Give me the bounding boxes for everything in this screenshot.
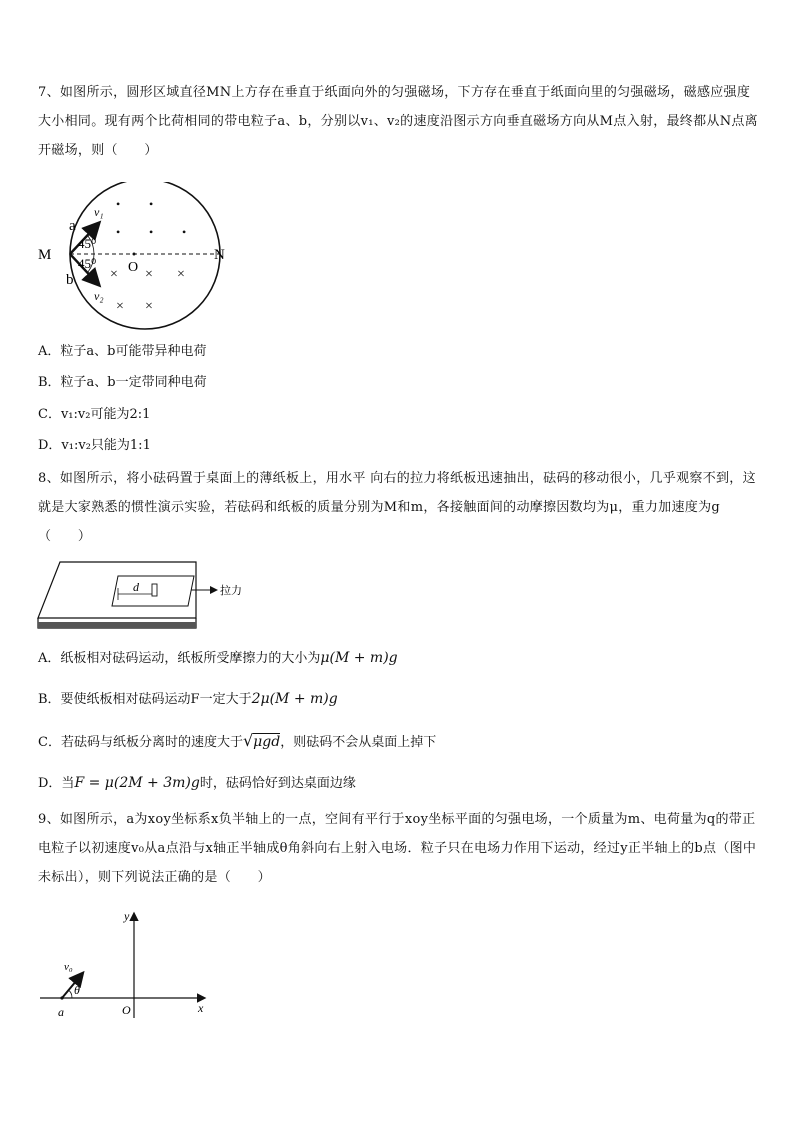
- q8-option-c-text2: ，则砝码不会从桌面上掉下: [280, 735, 437, 750]
- label-v2: v₂: [94, 289, 104, 303]
- label-v1: v₁: [94, 205, 104, 219]
- label-d: d: [133, 580, 139, 594]
- q9-figure: [36, 908, 216, 1020]
- dot-mark: •: [149, 197, 154, 211]
- cross-mark: ×: [177, 267, 185, 282]
- label-angle-upper: 45⁰: [78, 236, 97, 251]
- q8-option-d: [38, 773, 356, 794]
- q8-option-a: [38, 648, 398, 669]
- q7-option-c: C．v₁:v₂可能为2:1: [38, 407, 151, 422]
- q8-option-b-text: B．要使纸板相对砝码运动F一定大于: [38, 692, 252, 707]
- dot-mark: •: [182, 225, 187, 239]
- dot-mark: •: [149, 225, 154, 239]
- q8-option-c: [38, 731, 436, 753]
- cross-mark: ×: [145, 299, 153, 314]
- label-N: N: [214, 247, 225, 263]
- label-O: O: [122, 1003, 131, 1017]
- label-M: M: [38, 247, 52, 263]
- q8-option-a-math: μ(M + m)g: [320, 650, 398, 666]
- dot-mark: •: [116, 197, 121, 211]
- table-edge-fill: [38, 622, 196, 628]
- q8-option-c-math: μgd: [253, 734, 281, 750]
- label-y: y: [124, 909, 130, 923]
- q7-option-d: D．v₁:v₂只能为1:1: [38, 438, 151, 453]
- q7-figure: [36, 182, 236, 338]
- cross-mark: ×: [145, 267, 153, 282]
- q8-option-c-text1: C．若砝码与纸板分离时的速度大于: [38, 735, 243, 750]
- label-b: b: [66, 272, 74, 288]
- q8-figure: [36, 560, 256, 636]
- q8-option-b: [38, 689, 338, 710]
- q8-stem: 8、如图所示，将小砝码置于桌面上的薄纸板上，用水平 向右的拉力将纸板迅速抽出，砝码的移动很小，几乎观察不到，这就是大家熟悉的惯性演示实验，若砝码和纸板的质量分别为M和m，各接触面间的动摩擦因数均为μ，重力加速度为g（ ）: [38, 471, 756, 544]
- q8-option-d-text2: 时，砝码恰好到达桌面边缘: [199, 776, 356, 791]
- q7-stem: 7、如图所示，圆形区域直径MN上方存在垂直于纸面向外的匀强磁场，下方存在垂直于纸面向里的匀强磁场，磁感应强度大小相同。现有两个比荷相同的带电粒子a、b，分别以v₁、v₂的速度沿图示方向垂直磁场方向从M点入射，最终都从N点离开磁场，则（ ）: [38, 85, 758, 158]
- q7-option-b: B．粒子a、b一定带同种电荷: [38, 375, 207, 390]
- label-theta: θ: [74, 983, 80, 997]
- weight: [152, 584, 157, 596]
- label-O: O: [128, 260, 139, 275]
- q8-option-d-text1: D．当: [38, 776, 75, 791]
- label-a: a: [58, 1005, 64, 1019]
- field-in-crosses: [110, 267, 185, 314]
- center-point: [133, 253, 136, 256]
- label-v0: v₀: [64, 961, 73, 973]
- q9-stem: 9、如图所示，a为xoy坐标系x负半轴上的一点，空间有平行于xoy坐标平面的匀强电场，一个质量为m、电荷量为q的带正电粒子以初速度v₀从a点沿与x轴正半轴成θ角斜向右上射入电场．粒子只在电场力作用下运动，经过y正半轴上的b点（图中未标出），则下列说法正确的是（ ）: [38, 812, 757, 885]
- q8-option-b-math: 2μ(M + m)g: [251, 691, 338, 707]
- cross-mark: ×: [116, 299, 124, 314]
- q7-option-a: A．粒子a、b可能带异种电荷: [38, 344, 207, 359]
- q8-option-d-math: F = μ(2M + 3m)g: [74, 775, 200, 791]
- label-a: a: [69, 218, 76, 234]
- label-x: x: [198, 1001, 204, 1015]
- dot-mark: •: [116, 225, 121, 239]
- field-out-dots: [116, 197, 186, 239]
- sqrt-sign: √: [242, 731, 254, 750]
- q8-option-a-text: A．纸板相对砝码运动，纸板所受摩擦力的大小为: [38, 651, 321, 666]
- label-angle-lower: 45⁰: [78, 256, 97, 271]
- label-pull: 拉力: [220, 585, 242, 597]
- point-a: [60, 996, 63, 999]
- cross-mark: ×: [110, 267, 118, 282]
